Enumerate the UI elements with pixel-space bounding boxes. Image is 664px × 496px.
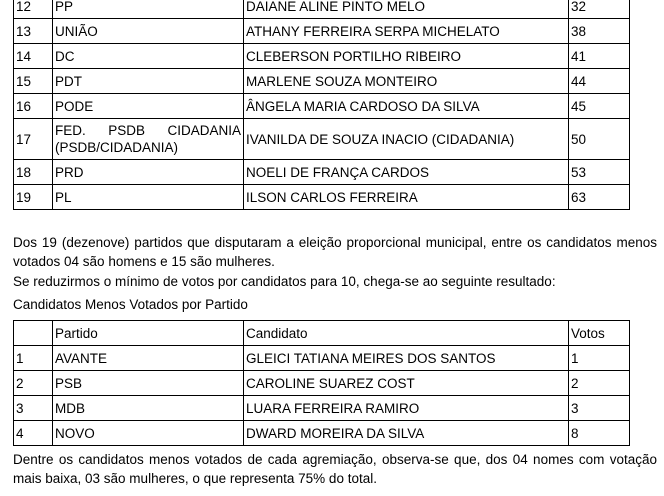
- table-row: [14, 69, 630, 94]
- table-row: [14, 119, 630, 160]
- votes-cell: 45: [569, 94, 630, 119]
- row-number: 19: [14, 185, 53, 210]
- threshold-paragraph: Se reduzirmos o mínimo de votos por candidatos para 10, chega-se ao seguinte resultado:: [13, 274, 556, 289]
- row-number: 17: [14, 119, 53, 160]
- candidate-cell: CLEBERSON PORTILHO RIBEIRO: [244, 44, 569, 69]
- row-number: 18: [14, 160, 53, 185]
- candidate-cell: DWARD MOREIRA DA SILVA: [244, 421, 569, 446]
- party-cell: FED. PSDB CIDADANIA (PSDB/CIDADANIA): [53, 119, 244, 160]
- party-cell: PRD: [53, 160, 244, 185]
- votes-cell: 3: [569, 396, 630, 421]
- row-number: 3: [14, 396, 53, 421]
- party-cell: PSB: [53, 371, 244, 396]
- table-row: [14, 0, 630, 19]
- table-row: [14, 94, 630, 119]
- table-row: [14, 346, 630, 371]
- table-row: [14, 44, 630, 69]
- candidate-cell: ÂNGELA MARIA CARDOSO DA SILVA: [244, 94, 569, 119]
- party-cell: NOVO: [53, 421, 244, 446]
- votes-cell: 44: [569, 69, 630, 94]
- party-cell: PL: [53, 185, 244, 210]
- summary-paragraph: Dos 19 (dezenove) partidos que disputaram a eleição proporcional municipal, entre os candidatos menos votados 04 são homens e 15 são mulheres.: [13, 235, 657, 269]
- candidate-cell: LUARA FERREIRA RAMIRO: [244, 396, 569, 421]
- votes-cell: 38: [569, 19, 630, 44]
- party-cell: UNIÃO: [53, 19, 244, 44]
- column-header-candidate: Candidato: [244, 321, 569, 346]
- party-cell: PDT: [53, 69, 244, 94]
- votes-cell: 50: [569, 119, 630, 160]
- candidate-cell: CAROLINE SUAREZ COST: [244, 371, 569, 396]
- row-number: 2: [14, 371, 53, 396]
- column-header-party: Partido: [53, 321, 244, 346]
- row-number: 15: [14, 69, 53, 94]
- row-number: 16: [14, 94, 53, 119]
- column-header-number: [14, 321, 53, 346]
- votes-cell: 63: [569, 185, 630, 210]
- candidate-cell: GLEICI TATIANA MEIRES DOS SANTOS: [244, 346, 569, 371]
- party-cell: PP: [53, 0, 244, 19]
- conclusion-paragraph: Dentre os candidatos menos votados de cada agremiação, observa-se que, dos 04 nomes com votação mais baixa, 03 são mulheres, o que representa 75% do total.: [13, 452, 657, 486]
- votes-cell: 41: [569, 44, 630, 69]
- table-row: [14, 19, 630, 44]
- candidate-cell: MARLENE SOUZA MONTEIRO: [244, 69, 569, 94]
- votes-cell: 8: [569, 421, 630, 446]
- table-row: [14, 371, 630, 396]
- votes-cell: 32: [569, 0, 630, 19]
- candidate-cell: DAIANE ALINE PINTO MELO: [244, 0, 569, 19]
- candidate-cell: NOELI DE FRANÇA CARDOS: [244, 160, 569, 185]
- candidate-cell: IVANILDA DE SOUZA INACIO (CIDADANIA): [244, 119, 569, 160]
- party-cell: AVANTE: [53, 346, 244, 371]
- table-caption: Candidatos Menos Votados por Partido: [13, 297, 248, 312]
- least-voted-by-party-table: [13, 320, 630, 446]
- party-cell: PODE: [53, 94, 244, 119]
- column-header-votes: Votos: [569, 321, 630, 346]
- least-voted-table: [13, 0, 630, 210]
- row-number: 1: [14, 346, 53, 371]
- row-number: 4: [14, 421, 53, 446]
- table-row: [14, 396, 630, 421]
- table-header-row: [14, 321, 630, 346]
- row-number: 14: [14, 44, 53, 69]
- candidate-cell: ATHANY FERREIRA SERPA MICHELATO: [244, 19, 569, 44]
- votes-cell: 1: [569, 346, 630, 371]
- row-number: 12: [14, 0, 53, 19]
- party-cell: DC: [53, 44, 244, 69]
- votes-cell: 2: [569, 371, 630, 396]
- party-cell: MDB: [53, 396, 244, 421]
- votes-cell: 53: [569, 160, 630, 185]
- table-row: [14, 421, 630, 446]
- table-row: [14, 185, 630, 210]
- table-row: [14, 160, 630, 185]
- candidate-cell: ILSON CARLOS FERREIRA: [244, 185, 569, 210]
- row-number: 13: [14, 19, 53, 44]
